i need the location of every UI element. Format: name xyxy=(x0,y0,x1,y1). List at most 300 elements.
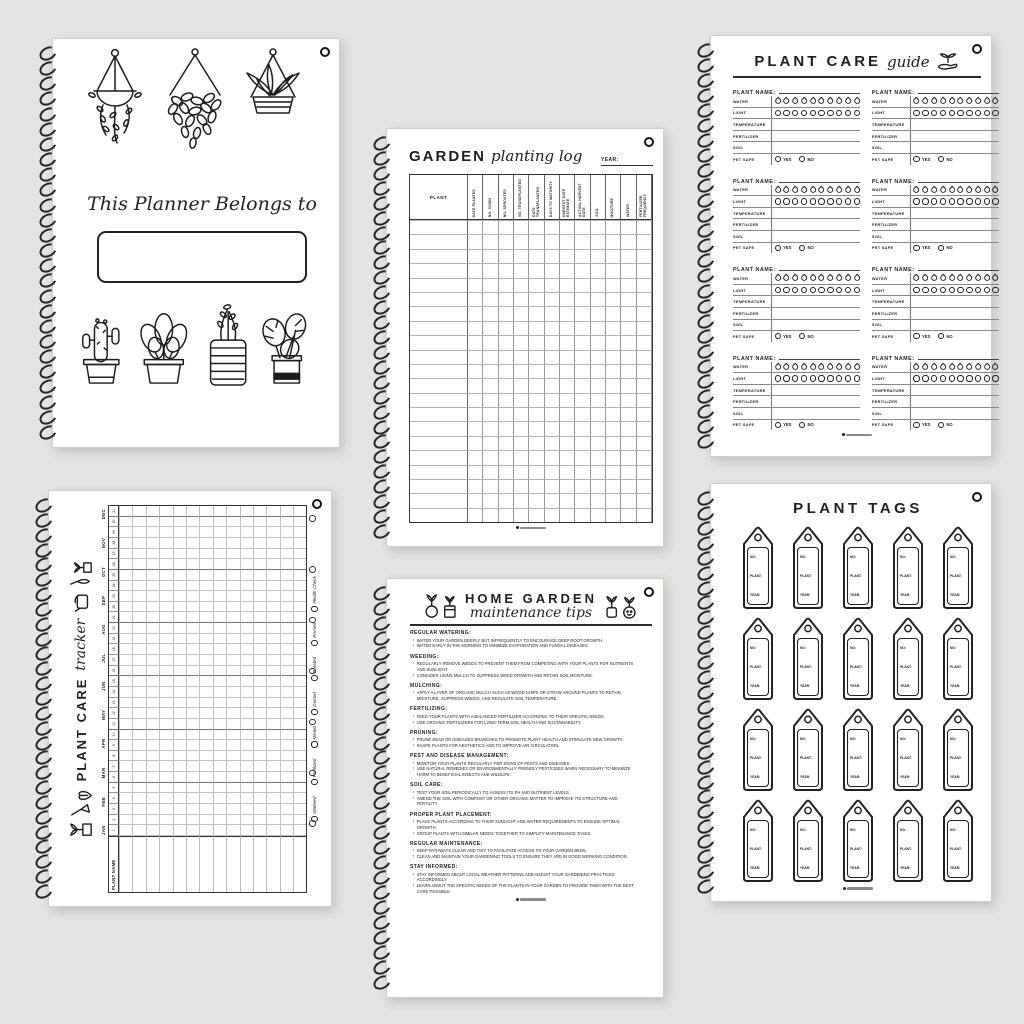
log-cell xyxy=(514,364,529,378)
tracker-cell xyxy=(240,591,253,602)
tracker-cell xyxy=(280,687,293,698)
plant-icons-right xyxy=(604,593,638,619)
tracker-cell xyxy=(280,698,293,709)
spiral-binding xyxy=(373,137,399,538)
water-droplet-icon xyxy=(817,97,826,106)
log-cell xyxy=(575,220,590,234)
plant-name-header: PLANT NAME xyxy=(109,836,119,892)
tracker-cell xyxy=(213,506,226,517)
water-droplet-icon xyxy=(938,362,947,371)
tracker-cell xyxy=(159,517,172,528)
light-circle-icon xyxy=(949,110,955,116)
tag-year-label: YEAR: xyxy=(900,593,911,597)
log-cell xyxy=(499,393,514,407)
column-header: NO. TRANSPLANTED xyxy=(514,175,529,220)
punch-hole-icon xyxy=(320,47,330,57)
log-cell xyxy=(514,306,529,320)
tag-no-label: NO: xyxy=(750,828,757,832)
tracker-cell xyxy=(213,783,226,794)
plant-name-label: PLANT NAME: xyxy=(871,178,915,185)
log-cell xyxy=(637,421,652,435)
log-cell xyxy=(560,234,575,248)
tracker-cell xyxy=(266,793,279,804)
log-cell xyxy=(591,407,606,421)
tracker-cell xyxy=(266,581,279,592)
log-cell xyxy=(514,220,529,234)
tracker-cell xyxy=(199,570,212,581)
water-droplet-icon xyxy=(947,362,956,371)
tracker-cell xyxy=(266,655,279,666)
light-circle-icon xyxy=(922,287,928,293)
tracker-cell xyxy=(280,570,293,581)
tracker-cell xyxy=(132,815,145,826)
log-cell xyxy=(637,450,652,464)
tag-plant-label: PLANT: xyxy=(750,665,762,669)
log-cell xyxy=(468,393,483,407)
tracker-cell xyxy=(119,549,132,560)
tag-hole-icon xyxy=(805,716,811,722)
light-circle-icon xyxy=(931,375,937,381)
day-number: 17 xyxy=(109,655,119,666)
log-cell xyxy=(621,220,636,234)
tracker-cell xyxy=(253,549,266,560)
tracker-cell xyxy=(226,772,239,783)
tracker-cell xyxy=(226,517,239,528)
tracker-cell xyxy=(253,825,266,836)
fertilizer-field xyxy=(910,396,999,407)
tracker-cell xyxy=(293,783,306,794)
log-cell xyxy=(410,220,468,234)
tracker-cell xyxy=(119,644,132,655)
light-circle-icon xyxy=(957,110,963,116)
tracker-cell xyxy=(253,687,266,698)
potted-plants-illustration xyxy=(73,295,317,395)
light-circle-icons xyxy=(910,196,999,207)
tracker-cell xyxy=(186,772,199,783)
plant-name-label: PLANT NAME: xyxy=(733,267,776,274)
water-droplet-icon xyxy=(982,274,991,283)
month-label: OCT xyxy=(101,566,106,578)
log-cell xyxy=(514,465,529,479)
water-droplet-icon xyxy=(791,97,800,106)
tracker-cell xyxy=(240,581,253,592)
soil-field xyxy=(910,320,999,331)
plant-tag xyxy=(835,798,881,884)
tracker-cell xyxy=(266,740,279,751)
tracker-cell xyxy=(119,570,132,581)
tracker-cell xyxy=(173,506,186,517)
tracker-cell xyxy=(226,527,239,538)
tracker-cell xyxy=(146,559,159,570)
tracker-cell xyxy=(159,559,172,570)
temperature-label: TEMPERATURE xyxy=(871,387,905,393)
water-label: WATER xyxy=(871,275,888,281)
tag-hole-icon xyxy=(905,807,911,813)
tracker-cell xyxy=(253,676,266,687)
legend-label: Rotated xyxy=(312,656,318,673)
plant-care-section xyxy=(733,264,860,342)
tracker-cell xyxy=(146,527,159,538)
log-cell xyxy=(410,393,468,407)
light-circle-icon xyxy=(992,110,998,116)
water-label: WATER xyxy=(733,187,749,193)
log-cell xyxy=(468,350,483,364)
spiral-coil-icon xyxy=(371,522,393,542)
tracker-cell xyxy=(253,538,266,549)
tracker-cell xyxy=(186,581,199,592)
light-circle-icon xyxy=(975,198,981,204)
log-cell xyxy=(468,493,483,507)
planting-log-table xyxy=(409,174,653,523)
tracker-cell xyxy=(280,517,293,528)
log-cell xyxy=(621,278,636,292)
log-cell xyxy=(514,234,529,248)
log-cell xyxy=(499,378,514,392)
log-cell xyxy=(545,350,560,364)
spiral-coil-icon xyxy=(695,296,717,316)
tracker-cell xyxy=(213,602,226,613)
tracker-cell xyxy=(293,793,306,804)
light-circle-icon xyxy=(949,375,955,381)
tip-text: REGULARLY REMOVE WEEDS TO PREVENT THEM FROM COMPETING WITH YOUR PLANTS FOR NUTRIENTS AND SUNLIGHT. xyxy=(416,661,634,672)
bullet-marker-icon: ▪ xyxy=(413,848,415,853)
water-droplet-icon xyxy=(912,185,921,194)
water-droplet-icon xyxy=(826,185,835,194)
log-cell xyxy=(529,393,544,407)
temperature-field xyxy=(910,208,999,219)
pet-safe-options xyxy=(771,154,860,165)
tracker-cell xyxy=(266,559,279,570)
temperature-field xyxy=(910,296,999,307)
tracker-cell xyxy=(146,793,159,804)
light-circle-icons xyxy=(910,285,999,296)
log-cell xyxy=(410,249,468,263)
tracker-cell xyxy=(173,783,186,794)
log-cell xyxy=(545,321,560,335)
tracker-cell xyxy=(146,644,159,655)
no-label: NO xyxy=(807,333,814,339)
log-cell xyxy=(575,378,590,392)
water-label: WATER xyxy=(733,364,749,370)
log-cell xyxy=(606,407,621,421)
log-cell xyxy=(483,465,498,479)
water-droplet-icon xyxy=(808,274,817,283)
tracker-cell xyxy=(226,676,239,687)
punch-hole-icon xyxy=(972,492,982,502)
column-header: DATE TRANSPLANTED xyxy=(529,175,544,220)
log-cell xyxy=(483,249,498,263)
soil-field xyxy=(910,408,999,419)
day-number: 8 xyxy=(109,751,119,762)
water-droplet-icon xyxy=(930,274,939,283)
soil-label: SOIL xyxy=(733,322,744,328)
brand-logo xyxy=(410,898,652,901)
spiral-binding xyxy=(697,44,723,448)
light-circle-icon xyxy=(810,287,816,293)
water-droplet-icon xyxy=(921,274,930,283)
tracker-cell xyxy=(199,793,212,804)
water-droplet-icon xyxy=(991,185,1000,194)
water-droplet-icon xyxy=(912,274,921,283)
yes-radio-icon xyxy=(913,245,919,251)
log-cell xyxy=(606,421,621,435)
light-circle-icon xyxy=(966,375,972,381)
spiral-coil-icon xyxy=(37,286,59,306)
tracker-cell xyxy=(119,655,132,666)
water-droplet-icon xyxy=(843,97,852,106)
month-label: MAR xyxy=(101,767,106,779)
plant-name-label: PLANT NAME: xyxy=(733,355,776,362)
water-droplet-icon xyxy=(982,362,991,371)
log-cell xyxy=(545,278,560,292)
spiral-coil-icon xyxy=(695,281,717,301)
tracker-cell xyxy=(173,612,186,623)
log-cell xyxy=(575,350,590,364)
log-cell xyxy=(637,378,652,392)
tracker-cell xyxy=(132,793,145,804)
month-label: JUN xyxy=(101,681,106,691)
legend-label: Misted xyxy=(312,725,318,740)
yes-label: YES xyxy=(783,245,792,251)
log-cell xyxy=(468,321,483,335)
log-cell xyxy=(483,278,498,292)
spiral-coil-icon xyxy=(37,89,59,109)
log-cell xyxy=(621,421,636,435)
water-droplet-icon xyxy=(947,97,956,106)
light-label: LIGHT xyxy=(733,376,747,382)
tracker-cell xyxy=(266,687,279,698)
plant-tag xyxy=(785,525,831,611)
log-cell xyxy=(499,465,514,479)
tracker-cell xyxy=(240,506,253,517)
tip-text: SHAPE PLANTS FOR AESTHETICS AND TO IMPROVE AIR CIRCULATION. xyxy=(416,742,560,748)
plant-name-cell xyxy=(226,836,239,892)
log-cell xyxy=(621,465,636,479)
tracker-cell xyxy=(253,612,266,623)
tracker-cell xyxy=(132,527,145,538)
spiral-binding xyxy=(697,492,723,893)
pet-safe-options xyxy=(771,331,860,342)
tag-plant-label: PLANT: xyxy=(900,574,912,578)
tracker-cell xyxy=(266,602,279,613)
tracker-cell xyxy=(199,783,212,794)
log-cell xyxy=(514,350,529,364)
plant-tag xyxy=(735,525,781,611)
tag-no-label: NO: xyxy=(950,555,957,559)
light-circle-icon xyxy=(854,198,860,204)
light-label: LIGHT xyxy=(871,110,886,116)
tip-text: AMEND THE SOIL WITH COMPOST OR OTHER ORGANIC MATTER TO IMPROVE ITS STRUCTURE AND FERTILITY. xyxy=(416,795,618,807)
tracker-cell xyxy=(240,719,253,730)
log-cell xyxy=(529,278,544,292)
tracker-cell xyxy=(280,793,293,804)
bullet-marker-icon: ▪ xyxy=(413,742,415,747)
tag-year-label: YEAR: xyxy=(850,593,861,597)
log-cell xyxy=(575,364,590,378)
log-cell xyxy=(529,479,544,493)
tracker-cell xyxy=(280,549,293,560)
tag-hole-icon xyxy=(955,625,961,631)
log-cell xyxy=(468,508,483,522)
log-cell xyxy=(591,493,606,507)
log-cell xyxy=(637,292,652,306)
tracker-cell xyxy=(213,815,226,826)
tracker-cell xyxy=(280,740,293,751)
log-cell xyxy=(575,493,590,507)
log-cell xyxy=(575,421,590,435)
tip-heading: SOIL CARE: xyxy=(410,782,443,789)
log-cell xyxy=(514,508,529,522)
water-droplet-icon xyxy=(921,185,930,194)
log-cell xyxy=(483,335,498,349)
log-cell xyxy=(499,421,514,435)
tracker-cell xyxy=(159,772,172,783)
log-cell xyxy=(468,407,483,421)
day-number: 4 xyxy=(109,793,119,804)
tracker-cell xyxy=(146,623,159,634)
tracker-cell xyxy=(240,527,253,538)
water-droplet-icon xyxy=(808,97,817,106)
plant-care-section xyxy=(872,353,999,431)
log-cell xyxy=(483,393,498,407)
tracker-cell xyxy=(132,506,145,517)
yes-radio-icon xyxy=(775,245,781,251)
log-cell xyxy=(591,220,606,234)
log-cell xyxy=(606,306,621,320)
log-cell xyxy=(499,220,514,234)
column-header: WATER xyxy=(621,175,636,220)
bullet-marker-icon: ▪ xyxy=(413,637,415,642)
water-label: WATER xyxy=(871,364,888,370)
log-cell xyxy=(591,508,606,522)
water-droplet-icons xyxy=(771,185,860,196)
punch-hole-icon xyxy=(309,770,316,777)
log-cell xyxy=(410,306,468,320)
day-number: 27 xyxy=(109,549,119,560)
tracker-cell xyxy=(253,719,266,730)
log-cell xyxy=(637,278,652,292)
tracker-cell xyxy=(159,825,172,836)
log-cell xyxy=(560,450,575,464)
no-label: NO xyxy=(807,245,814,251)
tracker-cell xyxy=(186,612,199,623)
log-cell xyxy=(560,350,575,364)
log-cell xyxy=(529,249,544,263)
spiral-binding xyxy=(39,47,65,439)
log-cell xyxy=(529,493,544,507)
water-droplet-icon xyxy=(826,97,835,106)
tracker-cell xyxy=(159,698,172,709)
tracker-cell xyxy=(186,793,199,804)
log-cell xyxy=(468,220,483,234)
tracker-cell xyxy=(173,527,186,538)
tracker-cell xyxy=(119,740,132,751)
spiral-coil-icon xyxy=(37,377,59,397)
tip-text: CONSIDER USING MULCH TO SUPPRESS WEED GROWTH AND RETAIN SOIL MOISTURE. xyxy=(416,672,594,678)
page-care-tracker xyxy=(48,490,332,907)
soil-label: SOIL xyxy=(871,145,883,151)
soil-label: SOIL xyxy=(733,410,744,416)
tag-hole-icon xyxy=(955,807,961,813)
log-cell xyxy=(468,465,483,479)
tag-hole-icon xyxy=(905,534,911,540)
light-circle-icon xyxy=(966,287,972,293)
tracker-cell xyxy=(186,698,199,709)
plant-name-cell xyxy=(159,836,172,892)
plant-name-line xyxy=(779,176,860,183)
tracker-cell xyxy=(293,687,306,698)
light-circle-icon xyxy=(783,198,789,204)
light-circle-icon xyxy=(992,375,998,381)
tracker-cell xyxy=(173,687,186,698)
tracker-cell xyxy=(173,804,186,815)
log-cell xyxy=(483,407,498,421)
tracker-cell xyxy=(240,740,253,751)
tracker-cell xyxy=(199,825,212,836)
tracker-cell xyxy=(186,751,199,762)
tracker-cell xyxy=(266,634,279,645)
water-droplet-icon xyxy=(773,97,782,106)
temperature-label: TEMPERATURE xyxy=(733,121,766,127)
tracker-cell xyxy=(186,708,199,719)
log-cell xyxy=(560,479,575,493)
tag-plant-label: PLANT: xyxy=(950,574,962,578)
tag-plant-label: PLANT: xyxy=(750,847,762,851)
water-droplet-icon xyxy=(782,274,791,283)
tip-bullet xyxy=(413,819,638,831)
tracker-cell xyxy=(173,793,186,804)
tag-year-label: YEAR: xyxy=(850,684,861,688)
water-droplet-icon xyxy=(930,97,939,106)
tip-bullet xyxy=(413,831,638,837)
tip-bullet xyxy=(413,743,638,749)
water-droplet-icon xyxy=(817,274,826,283)
tracker-cell xyxy=(159,676,172,687)
log-cell xyxy=(468,263,483,277)
log-cell xyxy=(560,436,575,450)
light-circle-icon xyxy=(975,287,981,293)
bullet-marker-icon: ▪ xyxy=(413,672,415,677)
tracker-cell xyxy=(226,761,239,772)
tracker-cell xyxy=(132,612,145,623)
tracker-cell xyxy=(266,527,279,538)
log-cell xyxy=(468,479,483,493)
tracker-cell xyxy=(132,538,145,549)
column-header: ACTUAL HARVEST DATE xyxy=(575,175,590,220)
log-cell xyxy=(606,393,621,407)
water-droplet-icon xyxy=(773,274,782,283)
tracker-cell xyxy=(146,517,159,528)
day-number: 19 xyxy=(109,634,119,645)
tracker-cell xyxy=(293,655,306,666)
tracker-cell xyxy=(213,517,226,528)
log-cell xyxy=(575,278,590,292)
tracker-cell xyxy=(186,559,199,570)
day-number: 30 xyxy=(109,517,119,528)
tracker-cell xyxy=(226,793,239,804)
garden-log-subtitle: planting log xyxy=(491,147,583,165)
log-cell xyxy=(575,465,590,479)
soil-label: SOIL xyxy=(871,233,883,239)
tracker-cell xyxy=(280,815,293,826)
log-cell xyxy=(529,378,544,392)
pet-safe-label: PET SAFE xyxy=(871,422,894,428)
pet-safe-options xyxy=(910,331,999,342)
tags-title: PLANT TAGS xyxy=(793,500,923,517)
tracker-cell xyxy=(213,751,226,762)
light-circle-icon xyxy=(836,287,842,293)
log-cell xyxy=(621,436,636,450)
